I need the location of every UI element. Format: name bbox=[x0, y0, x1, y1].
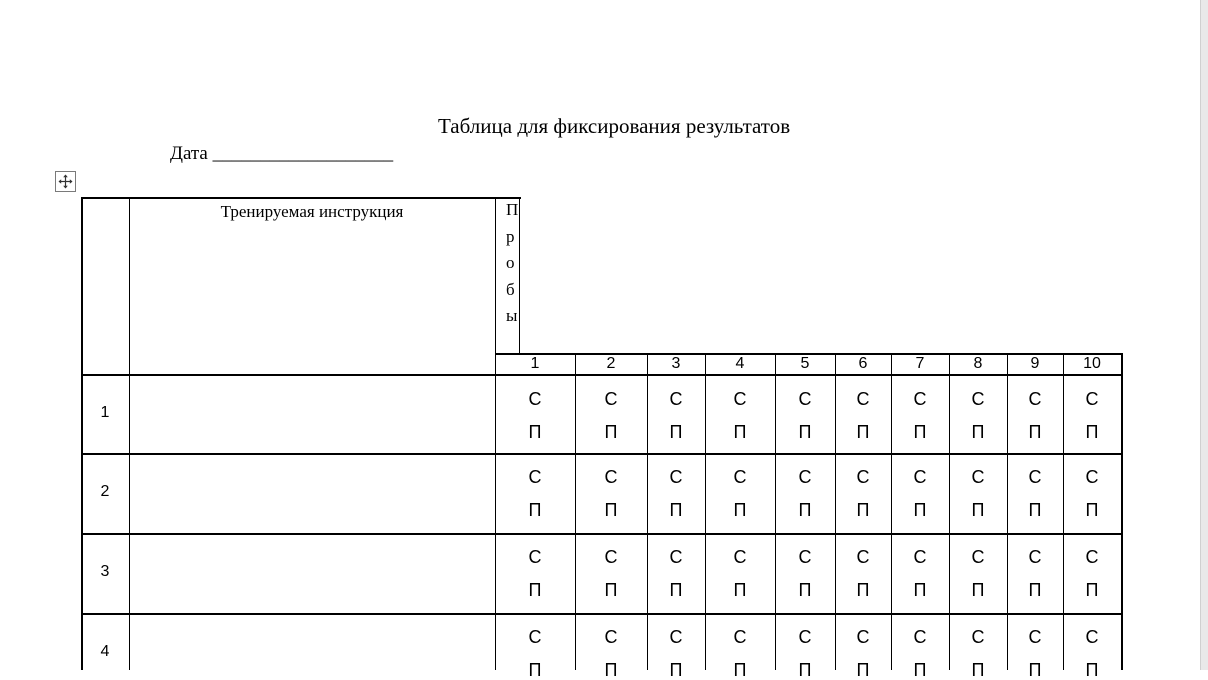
mark-bottom: П bbox=[733, 500, 747, 520]
trial-number: 5 bbox=[800, 355, 810, 372]
mark-top: С bbox=[733, 627, 747, 647]
trial-number: 8 bbox=[973, 355, 983, 372]
mark-top: С bbox=[1085, 467, 1099, 487]
trial-number: 7 bbox=[915, 355, 925, 372]
mark-top: С bbox=[528, 467, 542, 487]
mark-top: С bbox=[528, 547, 542, 567]
mark-top: С bbox=[669, 627, 683, 647]
mark-bottom: П bbox=[798, 422, 812, 442]
mark-top: С bbox=[1028, 627, 1042, 647]
mark-top: С bbox=[1028, 467, 1042, 487]
table-right-border bbox=[1121, 353, 1123, 670]
mark-bottom: П bbox=[733, 660, 747, 680]
mark-bottom: П bbox=[1085, 422, 1099, 442]
mark-bottom: П bbox=[971, 500, 985, 520]
table-top-border bbox=[81, 197, 521, 199]
mark-top: С bbox=[1085, 627, 1099, 647]
row-number: 1 bbox=[100, 404, 110, 421]
document-title: Таблица для фиксирования результатов bbox=[438, 114, 791, 138]
mark-top: С bbox=[1028, 389, 1042, 409]
mark-bottom: П bbox=[971, 580, 985, 600]
mark-bottom: П bbox=[856, 422, 870, 442]
trial-column-border bbox=[1063, 353, 1064, 670]
mark-top: С bbox=[798, 467, 812, 487]
mark-bottom: П bbox=[733, 422, 747, 442]
table-left-border bbox=[81, 197, 83, 670]
mark-bottom: П bbox=[669, 660, 683, 680]
trial-number: 1 bbox=[530, 355, 540, 372]
mark-top: С bbox=[856, 627, 870, 647]
trial-number: 6 bbox=[858, 355, 868, 372]
trial-number-row-top-border bbox=[495, 353, 1122, 355]
mark-top: С bbox=[669, 547, 683, 567]
trial-number: 10 bbox=[1083, 355, 1101, 372]
mark-bottom: П bbox=[528, 500, 542, 520]
trial-number: 2 bbox=[606, 355, 616, 372]
trials-header-right-border bbox=[519, 197, 520, 353]
date-line: Дата ___________________ bbox=[170, 143, 394, 164]
trials-header-letter: ы bbox=[506, 306, 518, 325]
mark-bottom: П bbox=[528, 422, 542, 442]
mark-top: С bbox=[856, 389, 870, 409]
mark-bottom: П bbox=[669, 500, 683, 520]
trial-column-border bbox=[835, 353, 836, 670]
mark-top: С bbox=[669, 389, 683, 409]
move-arrows-icon bbox=[58, 174, 73, 189]
mark-bottom: П bbox=[913, 580, 927, 600]
trial-number: 4 bbox=[735, 355, 745, 372]
mark-bottom: П bbox=[1028, 500, 1042, 520]
trial-column-border bbox=[949, 353, 950, 670]
mark-top: С bbox=[856, 467, 870, 487]
mark-bottom: П bbox=[733, 580, 747, 600]
mark-bottom: П bbox=[604, 422, 618, 442]
mark-top: С bbox=[971, 547, 985, 567]
mark-bottom: П bbox=[1085, 660, 1099, 680]
header-instruction: Тренируемая инструкция bbox=[220, 202, 404, 221]
mark-top: С bbox=[1085, 547, 1099, 567]
mark-top: С bbox=[604, 547, 618, 567]
trial-number: 9 bbox=[1030, 355, 1040, 372]
mark-bottom: П bbox=[913, 422, 927, 442]
mark-top: С bbox=[604, 627, 618, 647]
mark-top: С bbox=[913, 627, 927, 647]
page-right-edge bbox=[1200, 0, 1208, 670]
mark-bottom: П bbox=[604, 660, 618, 680]
mark-top: С bbox=[913, 547, 927, 567]
trial-column-border bbox=[775, 353, 776, 670]
mark-bottom: П bbox=[604, 500, 618, 520]
row-number: 3 bbox=[100, 563, 110, 580]
mark-bottom: П bbox=[1028, 660, 1042, 680]
mark-bottom: П bbox=[971, 422, 985, 442]
row-number: 2 bbox=[100, 483, 110, 500]
mark-top: С bbox=[913, 467, 927, 487]
table-move-handle[interactable] bbox=[55, 171, 76, 192]
row-border bbox=[81, 533, 1122, 535]
mark-bottom: П bbox=[528, 580, 542, 600]
row-number: 4 bbox=[100, 643, 110, 660]
row-border bbox=[81, 453, 1122, 455]
mark-bottom: П bbox=[1028, 422, 1042, 442]
mark-bottom: П bbox=[856, 500, 870, 520]
mark-top: С bbox=[1028, 547, 1042, 567]
trials-header-letter: П bbox=[506, 200, 519, 219]
mark-bottom: П bbox=[669, 580, 683, 600]
mark-top: С bbox=[798, 627, 812, 647]
mark-bottom: П bbox=[1028, 580, 1042, 600]
mark-bottom: П bbox=[798, 580, 812, 600]
mark-bottom: П bbox=[913, 500, 927, 520]
trial-number: 3 bbox=[671, 355, 681, 372]
trial-column-border bbox=[575, 353, 576, 670]
mark-bottom: П bbox=[604, 580, 618, 600]
trials-header-letter: о bbox=[506, 253, 515, 272]
trial-column-border bbox=[647, 353, 648, 670]
mark-top: С bbox=[971, 389, 985, 409]
row-border bbox=[81, 613, 1122, 615]
trials-header-letter: б bbox=[506, 279, 515, 299]
mark-bottom: П bbox=[798, 660, 812, 680]
mark-top: С bbox=[528, 389, 542, 409]
mark-top: С bbox=[528, 627, 542, 647]
mark-bottom: П bbox=[1085, 500, 1099, 520]
header-bottom-border bbox=[81, 374, 1122, 376]
mark-top: С bbox=[798, 389, 812, 409]
mark-bottom: П bbox=[856, 580, 870, 600]
mark-top: С bbox=[1085, 389, 1099, 409]
mark-bottom: П bbox=[971, 660, 985, 680]
mark-bottom: П bbox=[913, 660, 927, 680]
instruction-column-border bbox=[495, 197, 496, 670]
mark-top: С bbox=[733, 467, 747, 487]
mark-top: С bbox=[669, 467, 683, 487]
mark-bottom: П bbox=[798, 500, 812, 520]
mark-top: С bbox=[733, 389, 747, 409]
trial-column-border bbox=[1007, 353, 1008, 670]
mark-bottom: П bbox=[669, 422, 683, 442]
mark-bottom: П bbox=[1085, 580, 1099, 600]
mark-bottom: П bbox=[856, 660, 870, 680]
number-column-border bbox=[129, 197, 130, 670]
mark-bottom: П bbox=[528, 660, 542, 680]
mark-top: С bbox=[856, 547, 870, 567]
mark-top: С bbox=[971, 627, 985, 647]
trial-column-border bbox=[705, 353, 706, 670]
mark-top: С bbox=[798, 547, 812, 567]
mark-top: С bbox=[913, 389, 927, 409]
trial-column-border bbox=[891, 353, 892, 670]
mark-top: С bbox=[604, 467, 618, 487]
mark-top: С bbox=[971, 467, 985, 487]
mark-top: С bbox=[604, 389, 618, 409]
trials-header-letter: р bbox=[506, 226, 515, 246]
mark-top: С bbox=[733, 547, 747, 567]
